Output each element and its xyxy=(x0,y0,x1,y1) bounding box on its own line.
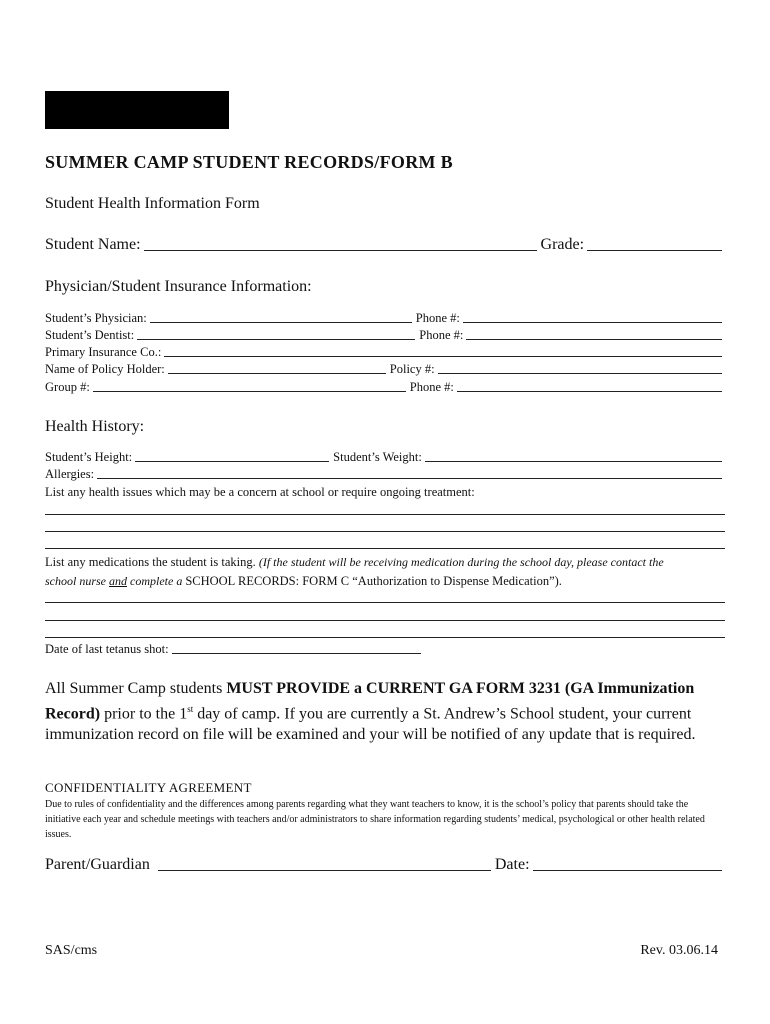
health-issues-line-2[interactable] xyxy=(45,531,725,532)
medications-note-2a: school nurse xyxy=(45,574,109,588)
dentist-row xyxy=(45,328,722,343)
tetanus-row xyxy=(45,642,421,657)
redacted-logo-block xyxy=(45,91,229,129)
medications-line-3[interactable] xyxy=(45,637,725,638)
student-name-label: Student Name: xyxy=(45,236,141,253)
health-issues-line-3[interactable] xyxy=(45,548,725,549)
footer-initials: SAS/cms xyxy=(45,943,98,958)
dentist-phone-label: Phone #: xyxy=(419,328,464,342)
immunization-sup: st xyxy=(187,704,194,714)
date-label: Date: xyxy=(494,856,530,873)
tetanus-field[interactable] xyxy=(172,652,421,654)
student-name-row xyxy=(45,236,722,254)
health-section-heading: Health History: xyxy=(45,418,145,435)
medications-label: List any medications the student is taking. xyxy=(45,555,256,569)
weight-label: Student’s Weight: xyxy=(333,450,422,464)
physician-phone-label: Phone #: xyxy=(415,311,460,325)
policy-label: Policy #: xyxy=(389,362,435,376)
group-row xyxy=(45,380,722,395)
allergies-row xyxy=(45,467,722,482)
allergies-label: Allergies: xyxy=(45,467,95,481)
confidentiality-heading: CONFIDENTIALITY AGREEMENT xyxy=(45,780,252,795)
policy-holder-row xyxy=(45,362,722,377)
health-issues-line-1[interactable] xyxy=(45,514,725,515)
dentist-phone-field[interactable] xyxy=(466,338,722,340)
form-title: SUMMER CAMP STUDENT RECORDS/FORM B xyxy=(45,152,453,172)
height-field[interactable] xyxy=(135,460,329,462)
dentist-label: Student’s Dentist: xyxy=(45,328,135,342)
physician-section-heading: Physician/Student Insurance Information: xyxy=(45,278,312,295)
group-label: Group #: xyxy=(45,380,90,394)
grade-field[interactable] xyxy=(587,249,722,251)
tetanus-label: Date of last tetanus shot: xyxy=(45,642,169,656)
form-subtitle: Student Health Information Form xyxy=(45,195,260,212)
physician-label: Student’s Physician: xyxy=(45,311,147,325)
insurance-field[interactable] xyxy=(164,355,722,357)
weight-field[interactable] xyxy=(425,460,722,462)
physician-row xyxy=(45,311,722,326)
medications-note-1: (If the student will be receiving medication during the school day, please contact the xyxy=(258,555,664,569)
medications-note-2b: and xyxy=(109,574,127,588)
footer-revision: Rev. 03.06.14 xyxy=(640,943,718,958)
signature-row xyxy=(45,856,722,874)
insurance-row xyxy=(45,345,722,360)
physician-phone-field[interactable] xyxy=(463,321,722,323)
group-phone-field[interactable] xyxy=(457,390,722,392)
immunization-requirement: MUST PROVIDE a CURRENT GA FORM 3231 (GA Immunization Record) xyxy=(45,680,695,723)
physician-field[interactable] xyxy=(150,321,412,323)
health-issues-prompt: List any health issues which may be a concern at school or require ongoing treatment: xyxy=(45,485,475,499)
medications-note-2d: SCHOOL RECORDS: FORM C “Authorization to Dispense Medication”). xyxy=(185,574,562,588)
insurance-label: Primary Insurance Co.: xyxy=(45,345,162,359)
immunization-text-3: day of camp. If you are currently a St. Andrew’s School student, your current immunization record on file will be examined and your will be notified of any update that is required. xyxy=(45,705,696,744)
immunization-text-1: All Summer Camp students xyxy=(45,680,227,697)
date-field[interactable] xyxy=(533,869,722,871)
policy-field[interactable] xyxy=(438,372,722,374)
height-weight-row xyxy=(45,450,722,465)
height-label: Student’s Height: xyxy=(45,450,133,464)
medications-line-2[interactable] xyxy=(45,620,725,621)
medications-note-2c: complete a xyxy=(127,574,186,588)
dentist-field[interactable] xyxy=(137,338,415,340)
parent-guardian-label: Parent/Guardian xyxy=(45,856,150,873)
group-phone-label: Phone #: xyxy=(409,380,454,394)
immunization-text-2: prior to the 1 xyxy=(100,705,188,723)
grade-label: Grade: xyxy=(540,236,585,253)
parent-guardian-field[interactable] xyxy=(158,869,491,871)
allergies-field[interactable] xyxy=(97,477,722,479)
medications-prompt xyxy=(45,553,725,591)
medications-line-1[interactable] xyxy=(45,602,725,603)
immunization-notice xyxy=(45,678,730,745)
policy-holder-field[interactable] xyxy=(168,372,386,374)
policy-holder-label: Name of Policy Holder: xyxy=(45,362,165,376)
group-field[interactable] xyxy=(93,390,406,392)
student-name-field[interactable] xyxy=(144,249,537,251)
confidentiality-text: Due to rules of confidentiality and the differences among parents regarding what they want teachers to know, it is the school’s policy that parents should take the initiative each year and schedule meetings with teachers and/or administrators to share information regarding students’ medical, psychological or other health related issues. xyxy=(45,799,705,840)
